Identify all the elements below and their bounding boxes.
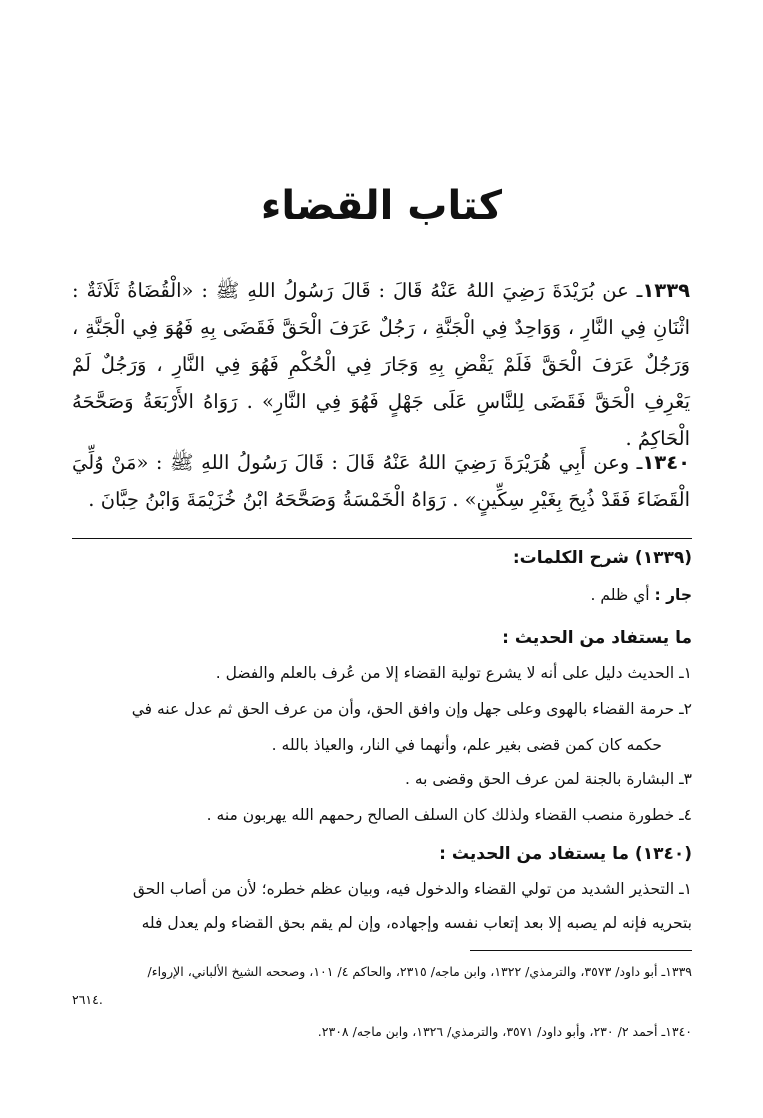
commentary bbox=[72, 548, 692, 938]
benefit-item-continuation: بتحريه فإنه لم يصبه إلا بعد إتعاب نفسه وإجهاده، وإن لم يقم بحق القضاء ولم يعدل فله bbox=[141, 914, 692, 932]
hadith-1340 bbox=[72, 444, 690, 518]
footnote-1339-continuation: ٢٦١٤. bbox=[72, 992, 103, 1007]
hadith-number: ١٣٤٠ bbox=[642, 451, 690, 474]
section-divider bbox=[72, 538, 692, 539]
vocabulary-term: جار : bbox=[654, 586, 692, 604]
hadith-text: ـ عن بُرَيْدَةَ رَضِيَ اللهُ عَنْهُ قَالَ : قَالَ رَسُولُ اللهِ ﷺ : «الْقُضَاةُ ثَلَاثَةٌ : اثْنَانِ فِي النَّارِ ، وَوَاحِدٌ فِي الْجَنَّةِ ، رَجُلٌ عَرَفَ الْحَقَّ فَقَضَى بِهِ فَهُوَ فِي الْجَنَّةِ ، وَرَجُلٌ عَرَفَ الْحَقَّ فَلَمْ يَقْضِ بِهِ وَجَارَ فِي الْحُكْمِ فَهُوَ فِي النَّارِ ، وَرَجُلٌ لَمْ يَعْرِفِ الْحَقَّ فَقَضَى لِلنَّاسِ عَلَى جَهْلٍ فَهُوَ فِي النَّارِ» . رَوَاهُ الأَرْبَعَةُ وَصَحَّحَهُ الْحَاكِمُ . bbox=[72, 279, 690, 450]
benefits-heading: ما يستفاد من الحديث : bbox=[502, 628, 692, 648]
hadith-number: ١٣٣٩ bbox=[642, 279, 690, 302]
footnotes bbox=[72, 958, 692, 1046]
chapter-title: كتاب القضاء bbox=[260, 183, 503, 229]
vocabulary-entry bbox=[591, 586, 692, 604]
vocabulary-definition: أي ظلم . bbox=[590, 586, 650, 604]
benefit-item: ٣ـ البشارة بالجنة لمن عرف الحق وقضى به . bbox=[404, 770, 692, 788]
benefit-item: ١ـ الحديث دليل على أنه لا يشرع تولية القضاء إلا من عُرف بالعلم والفضل . bbox=[215, 664, 692, 682]
footnote-1339: ١٣٣٩ـ أبو داود/ ٣٥٧٣، والترمذي/ ١٣٢٢، وابن ماجه/ ٢٣١٥، والحاكم ٤/ ١٠١، وصححه الشيخ الألباني، الإرواء/ bbox=[147, 964, 692, 979]
footnote-1340: ١٣٤٠ـ أحمد ٢/ ٢٣٠، وأبو داود/ ٣٥٧١، والترمذي/ ١٣٢٦، وابن ماجه/ ٢٣٠٨. bbox=[317, 1024, 692, 1039]
footnote-divider bbox=[470, 950, 692, 951]
benefit-item-continuation: حكمه كان كمن قضى بغير علم، وأنهما في النار، والعياذ بالله . bbox=[271, 736, 662, 754]
benefit-item: ٢ـ حرمة القضاء بالهوى وعلى جهل وإن وافق الحق، وأن من عرف الحق ثم عدل عنه في bbox=[131, 700, 692, 718]
vocabulary-heading: (١٣٣٩) شرح الكلمات: bbox=[512, 548, 692, 568]
benefit-item: ١ـ التحذير الشديد من تولي القضاء والدخول فيه، وبيان عظم خطره؛ لأن من أصاب الحق bbox=[132, 880, 692, 898]
benefit-item: ٤ـ خطورة منصب القضاء ولذلك كان السلف الصالح رحمهم الله يهربون منه . bbox=[206, 806, 692, 824]
hadith-text: ـ وعن أَبِي هُرَيْرَةَ رَضِيَ اللهُ عَنْهُ قَالَ : قَالَ رَسُولُ اللهِ ﷺ : «مَنْ وُلِّيَ الْقَضَاءَ فَقَدْ ذُبِحَ بِغَيْرِ سِكِّينٍ» . رَوَاهُ الْخَمْسَةُ وَصَحَّحَهُ ابْنُ خُزَيْمَةَ وَابْنُ حِبَّانَ . bbox=[72, 451, 690, 511]
hadith-1339 bbox=[72, 272, 690, 457]
benefits-heading: (١٣٤٠) ما يستفاد من الحديث : bbox=[439, 844, 692, 864]
